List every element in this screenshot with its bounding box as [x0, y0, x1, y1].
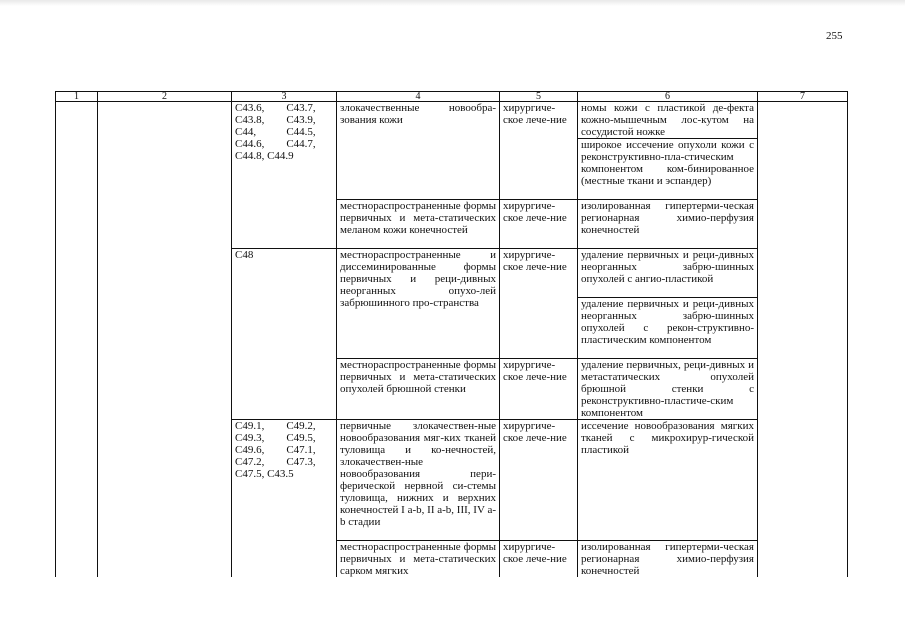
- column-number: 5: [500, 92, 578, 102]
- table-row: [56, 102, 848, 139]
- diagnosis-cell: местнораспространенные формы первичных и мета-статических сарком мягких: [337, 541, 500, 578]
- diagnosis-cell: местнораспространенные формы первичных и мета-статических опухолей брюшной стенки: [337, 359, 500, 420]
- method-cell: удаление первичных и реци-дивных неорганных забрю-шинных опухолей с ангио-пластикой: [578, 249, 758, 298]
- diagnosis-cell: местнораспространенные формы первичных и мета-статических меланом кожи конечностей: [337, 200, 500, 249]
- icd-codes-cell: C48: [232, 249, 337, 420]
- col1-cell: [56, 102, 98, 578]
- scan-shadow: [0, 0, 905, 6]
- treatment-type-cell: хирургиче-ское лече-ние: [500, 200, 578, 249]
- treatment-type-cell: хирургиче-ское лече-ние: [500, 420, 578, 541]
- diagnosis-cell: местнораспространенные и диссеминированные формы первичных и реци-дивных неорганных опухо-лей забрюшинного про-странства: [337, 249, 500, 359]
- column-number: 2: [98, 92, 232, 102]
- column-number-row: [56, 92, 848, 102]
- method-cell: удаление первичных, реци-дивных и метастатических опухолей брюшной стенки с реконструктивно-пластиче-ским компонентом: [578, 359, 758, 420]
- col7-cell: [758, 102, 848, 578]
- column-number: 1: [56, 92, 98, 102]
- method-cell: изолированная гипертерми-ческая регионарная химио-перфузия конечностей: [578, 200, 758, 249]
- column-number: 7: [758, 92, 848, 102]
- icd-codes-cell: C43.6, C43.7, C43.8, C43.9, C44, C44.5, C44.6, C44.7, C44.8, C44.9: [232, 102, 337, 249]
- method-cell: изолированная гипертерми-ческая регионарная химио-перфузия конечностей: [578, 541, 758, 578]
- treatment-type-cell: хирургиче-ское лече-ние: [500, 249, 578, 359]
- col2-cell: [98, 102, 232, 578]
- method-cell: иссечение новообразования мягких тканей с микрохирур-гической пластикой: [578, 420, 758, 541]
- document-sheet: [55, 91, 847, 597]
- diagnosis-cell: злокачественные новообра-зования кожи: [337, 102, 500, 200]
- treatment-type-cell: хирургиче-ское лече-ние: [500, 102, 578, 200]
- method-cell: номы кожи с пластикой де-фекта кожно-мышечным лос-кутом на сосудистой ножке: [578, 102, 758, 139]
- column-number: 6: [578, 92, 758, 102]
- diagnosis-cell: первичные злокачествен-ные новообразования мяг-ких тканей туловища и ко-нечностей, злокачествен-ные новообразования пери-ферической нервной си-стемы туловища, нижних и верхних конечностей I a-b, II a-b, III, IV a-b стадии: [337, 420, 500, 541]
- treatment-type-cell: хирургиче-ское лече-ние: [500, 541, 578, 578]
- column-number: 3: [232, 92, 337, 102]
- column-number: 4: [337, 92, 500, 102]
- icd-codes-cell: C49.1, C49.2, C49.3, C49.5, C49.6, C47.1, C47.2, C47.3, C47.5, C43.5: [232, 420, 337, 578]
- treatment-type-cell: хирургиче-ское лече-ние: [500, 359, 578, 420]
- treatment-table: [55, 91, 848, 577]
- page-number: 255: [826, 30, 843, 42]
- method-cell: удаление первичных и реци-дивных неорганных забрю-шинных опухолей с рекон-структивно-пластическим компонентом: [578, 298, 758, 359]
- method-cell: широкое иссечение опухоли кожи с реконструктивно-пла-стическим компонентом ком-бинированное (местные ткани и эспандер): [578, 139, 758, 200]
